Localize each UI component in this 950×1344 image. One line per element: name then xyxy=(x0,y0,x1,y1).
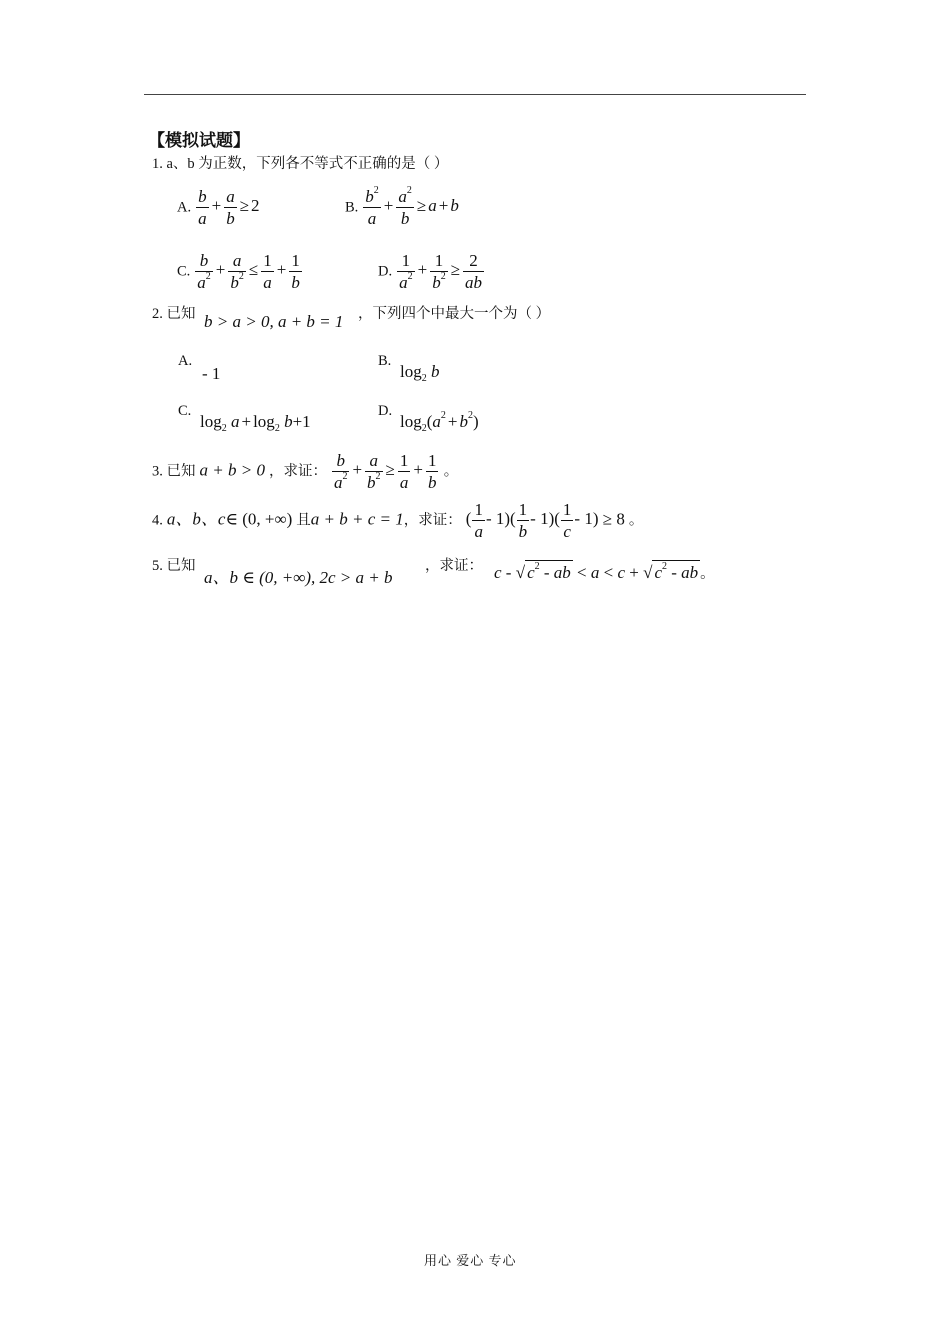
log-base: 2 xyxy=(221,423,227,434)
log-text: log xyxy=(200,412,222,431)
q1-expr-d: $\frac{1}{a^2}$ + $\frac{1}{b^2}$ ≥ $\frac{2}{ab}$ xyxy=(399,251,483,292)
q3-condition: a + b > 0 xyxy=(199,460,265,480)
q5-end: 。 xyxy=(700,566,715,582)
q2-option-d: $\log_2(a^2 + b^2)$ xyxy=(400,410,479,434)
log-base: 2 xyxy=(421,423,427,434)
q1-label-b: B. xyxy=(345,199,359,216)
q2-label-c: C. xyxy=(178,403,192,419)
q3-end: 。 xyxy=(443,463,459,480)
q1-option-b xyxy=(345,186,459,229)
q1-option-c xyxy=(177,250,303,293)
q4-vars: a、b、c xyxy=(166,509,226,529)
q1-label-a: A. xyxy=(177,199,192,216)
q4-prove: ，求证： xyxy=(403,512,462,529)
q1-label-c: C. xyxy=(177,263,191,280)
q2-option-a: - 1 xyxy=(202,364,221,383)
section-heading: 【模拟试题】 xyxy=(148,131,250,151)
q2-number: 2. 已知 xyxy=(152,306,196,322)
q1-expr-b: $\frac{b^2}{a}$ + $\frac{a^2}{b}$ ≥ a + b xyxy=(365,185,459,228)
q4 xyxy=(152,499,643,542)
q4-rhs: ≥ 8 xyxy=(602,509,625,529)
q3-inequality: $\frac{b}{a^2}$ + $\frac{a}{b^2}$ ≥ $\frac{1}{a}$ + $\frac{1}{b}$ xyxy=(333,451,437,492)
q3 xyxy=(152,450,458,493)
plus-one: +1 xyxy=(292,412,311,431)
log-text: log xyxy=(253,412,275,431)
q4-and: 且 xyxy=(296,512,311,529)
log-base: 2 xyxy=(274,423,280,434)
q4-end: 。 xyxy=(628,512,644,529)
q2-label-d: D. xyxy=(378,403,393,419)
q2-condition: b > a > 0, a + b = 1 xyxy=(204,312,344,331)
q2-option-c: $\log_2 a + \log_2 b+1$ xyxy=(200,412,311,434)
page-footer: 用心 爱心 专心 xyxy=(424,1253,517,1268)
q4-condition: a + b + c = 1 xyxy=(310,509,404,529)
q3-number: 3. 已知 xyxy=(152,463,196,480)
q1-option-a xyxy=(177,186,260,229)
q5-inequality: c - √ $c^2$ - ab < a < c + √ $c^2$ - ab 。 xyxy=(494,561,715,582)
q2-label-b: B. xyxy=(378,353,392,369)
log-text: log xyxy=(400,362,422,381)
q1-label-d: D. xyxy=(378,263,393,280)
q1-expr-c: $\frac{b}{a^2}$ + $\frac{a}{b^2}$ ≤ $\frac{1}{a}$ + $\frac{1}{b}$ xyxy=(197,251,300,292)
q1-stem: 1. a、b 为正数，下列各不等式不正确的是（ ） xyxy=(152,156,449,172)
q3-prove: ，求证： xyxy=(268,463,327,480)
q4-number: 4. xyxy=(152,512,163,529)
q5-prove: ，求证： xyxy=(425,558,483,574)
q2-label-a: A. xyxy=(178,353,193,369)
header-rule xyxy=(144,94,806,95)
q5-condition: a、b ∈ (0, +∞), 2c > a + b xyxy=(204,568,393,587)
q5-number: 5. 已知 xyxy=(152,558,196,574)
log-text: log xyxy=(400,412,422,431)
q4-domain: ∈ (0, +∞) xyxy=(225,509,293,529)
log-base: 2 xyxy=(421,373,427,384)
q2-tail: ，下列四个中最大一个为（ ） xyxy=(358,306,551,322)
q1-expr-a: $\frac{b}{a}$ + $\frac{a}{b}$ ≥ 2 xyxy=(198,187,260,228)
q4-inequality: ( $\frac{1}{a}$ - 1)( $\frac{1}{b}$ - 1)( $\frac{1}{c}$ - 1) xyxy=(465,500,603,541)
q1-option-d xyxy=(378,250,485,293)
q2-option-b: $\log_2 b$ xyxy=(400,362,440,384)
